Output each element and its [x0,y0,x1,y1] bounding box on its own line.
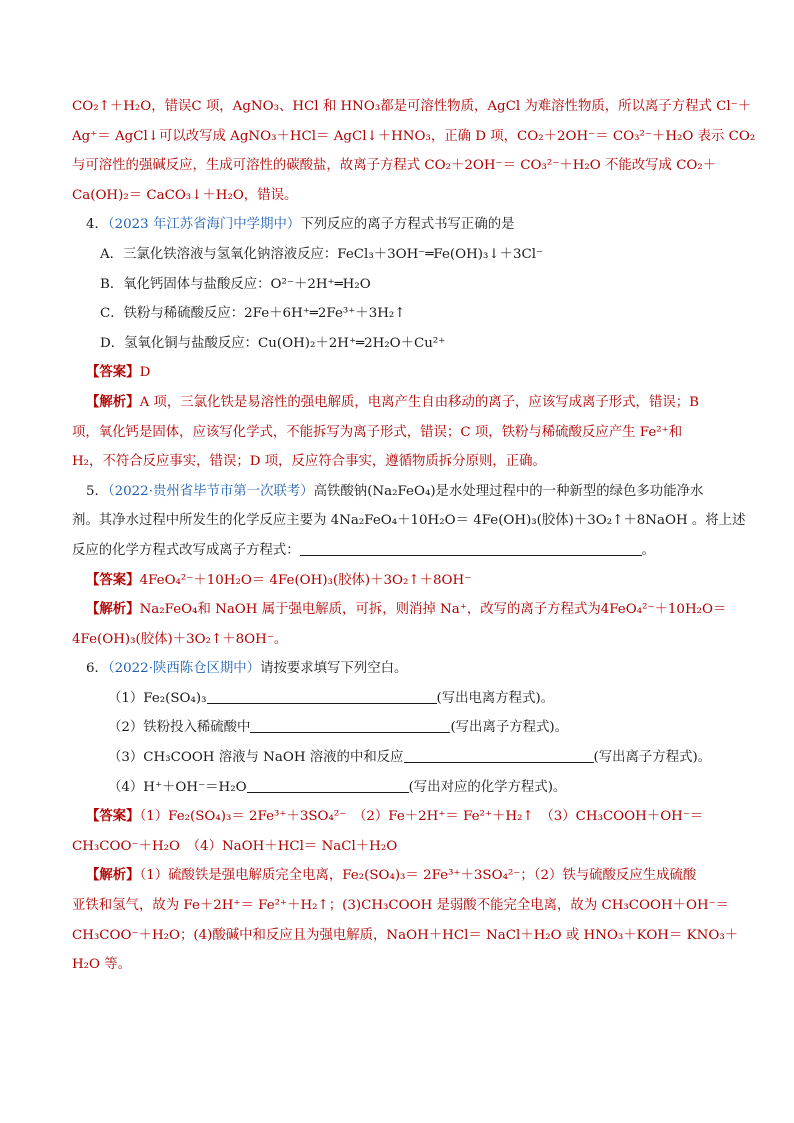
q3-analysis-line: 与可溶性的强碱反应，生成可溶性的碳酸盐，故离子方程式 CO₂＋2OH⁻＝ CO₃²⁻＋H₂O 不能改写成 CO₂＋ [72,158,717,174]
answer-blank[interactable] [250,718,450,733]
answer-text: D [139,365,151,381]
question-6-analysis [72,861,724,891]
question-text-line: 剂。其净水过程中所发生的化学反应主要为 4Na₂FeO₄＋10H₂O＝ 4Fe(OH)₃(胶体)＋3O₂↑＋8NaOH 。将上述 [72,513,746,529]
analysis-text: A 项，三氯化铁是易溶性的强电解质，电离产生自由移动的离子，应该写成离子形式，错误；B [139,394,699,410]
question-4-answer [72,358,724,388]
question-text: 。 [641,542,656,558]
question-5-analysis [72,595,727,625]
item-text: （1）Fe₂(SO₄)₃ [108,690,207,706]
question-source: （2022·贵州省毕节市第一次联考） [107,483,314,499]
item-text: （4）H⁺＋OH⁻＝H₂O [108,779,247,795]
answer-blank[interactable] [247,778,409,793]
analysis-tag: 【解析】 [86,867,140,884]
option-a: A．三氯化铁溶液与氢氧化钠溶液反应：FeCl₃＋3OH⁻═Fe(OH)₃↓＋3Cl⁻ [100,246,544,262]
analysis-tag: 【解析】 [86,601,140,618]
answer-text: （1）Fe₂(SO₄)₃＝ 2Fe³⁺＋3SO₄²⁻ （2）Fe＋2H⁺＝ Fe²⁺＋H₂↑ （3）CH₃COOH＋OH⁻＝ [139,809,704,825]
option-c: C．铁粉与稀硫酸反应：2Fe＋6H⁺═2Fe³⁺＋3H₂↑ [100,306,406,322]
question-4-stem [72,210,724,240]
question-6-answer [72,802,724,832]
q3-analysis-line: CO₂↑＋H₂O，错误C 项，AgNO₃、HCl 和 HNO₃都是可溶性物质，AgCl 为难溶性物质，所以离子方程式 Cl⁻＋ [72,99,752,114]
item-text: （3）CH₃COOH 溶液与 NaOH 溶液的中和反应 [108,750,404,766]
item-hint: (写出离子方程式)。 [450,720,569,736]
question-6-stem [72,654,724,684]
analysis-text: Na₂FeO₄和 NaOH 属于强电解质，可拆，则消掉 Na⁺，改写的离子方程式为4FeO₄²⁻＋10H₂O＝ [139,602,727,618]
option-b: B．氧化钙固体与盐酸反应：O²⁻＋2H⁺═H₂O [100,276,371,292]
item-text: （2）铁粉投入稀硫酸中 [108,720,251,736]
analysis-line: CH₃COO⁻＋H₂O；(4)酸碱中和反应且为强电解质，NaOH＋HCl＝ NaCl＋H₂O 或 HNO₃＋KOH＝ KNO₃＋ [72,927,739,943]
answer-text: 4FeO₄²⁻＋10H₂O＝ 4Fe(OH)₃(胶体)＋3O₂↑＋8OH⁻ [139,572,472,588]
answer-blank[interactable] [300,541,642,556]
option-d: D．氢氧化铜与盐酸反应：Cu(OH)₂＋2H⁺═2H₂O＋Cu²⁺ [100,335,446,351]
question-6-item-1 [72,684,724,714]
question-5-stem [72,477,724,507]
question-number: 4． [86,217,108,233]
question-text: 请按要求填写下列空白。 [260,661,408,677]
q3-analysis-line: Ca(OH)₂＝ CaCO₃↓＋H₂O，错误。 [72,187,298,203]
q3-analysis-line: Ag⁺＝ AgCl↓可以改写成 AgNO₃＋HCl＝ AgCl↓＋HNO₃，正确 D 项，CO₂＋2OH⁻＝ CO₃²⁻＋H₂O 表示 CO₂ [72,128,756,144]
answer-tag: 【答案】 [86,571,140,588]
question-source: （2022·陕西陈仓区期中） [107,661,261,677]
question-6-item-4 [72,773,724,803]
analysis-line: 亚铁和氢气，故为 Fe＋2H⁺＝ Fe²⁺＋H₂↑；(3)CH₃COOH 是弱酸不能完全电离，故为 CH₃COOH＋OH⁻＝ [72,898,730,914]
analysis-line: H₂，不符合反应事实，错误；D 项，反应符合事实，遵循物质拆分原则，正确。 [72,454,546,470]
question-5-fill-line [72,536,724,566]
answer-blank[interactable] [404,748,594,763]
document-content [72,92,756,980]
answer-tag: 【答案】 [86,808,140,825]
item-hint: (写出对应的化学方程式)。 [408,779,567,795]
item-hint: (写出电离方程式)。 [436,690,555,706]
question-text: 高铁酸钠(Na₂FeO₄)是水处理过程中的一种新型的绿色多功能净水 [313,483,704,499]
question-text: 反应的化学方程式改写成离子方程式： [72,542,300,558]
item-hint: (写出离子方程式)。 [593,750,712,766]
question-6-item-2 [72,713,724,743]
analysis-text: （1）硫酸铁是强电解质完全电离，Fe₂(SO₄)₃＝ 2Fe³⁺＋3SO₄²⁻；（2）铁与硫酸反应生成硫酸 [139,868,697,884]
question-source: （2023 年江苏省海门中学期中） [107,217,301,233]
question-6-item-3 [72,743,724,773]
question-number: 6． [86,661,108,677]
analysis-line: 项，氧化钙是固体，应该写化学式，不能拆写为离子形式，错误；C 项，铁粉与稀硫酸反应产生 Fe²⁺和 [72,424,683,440]
question-5-answer [72,566,724,596]
analysis-tag: 【解析】 [86,393,140,410]
answer-tag: 【答案】 [86,364,140,381]
analysis-line: 4Fe(OH)₃(胶体)＋3O₂↑＋8OH⁻。 [72,631,288,647]
question-text: 下列反应的离子方程式书写正确的是 [300,217,515,233]
answer-blank[interactable] [207,689,437,704]
analysis-line: H₂O 等。 [72,957,132,973]
answer-line: CH₃COO⁻＋H₂O （4）NaOH＋HCl＝ NaCl＋H₂O [72,838,398,854]
question-4-analysis [72,388,724,418]
question-number: 5． [86,483,108,499]
